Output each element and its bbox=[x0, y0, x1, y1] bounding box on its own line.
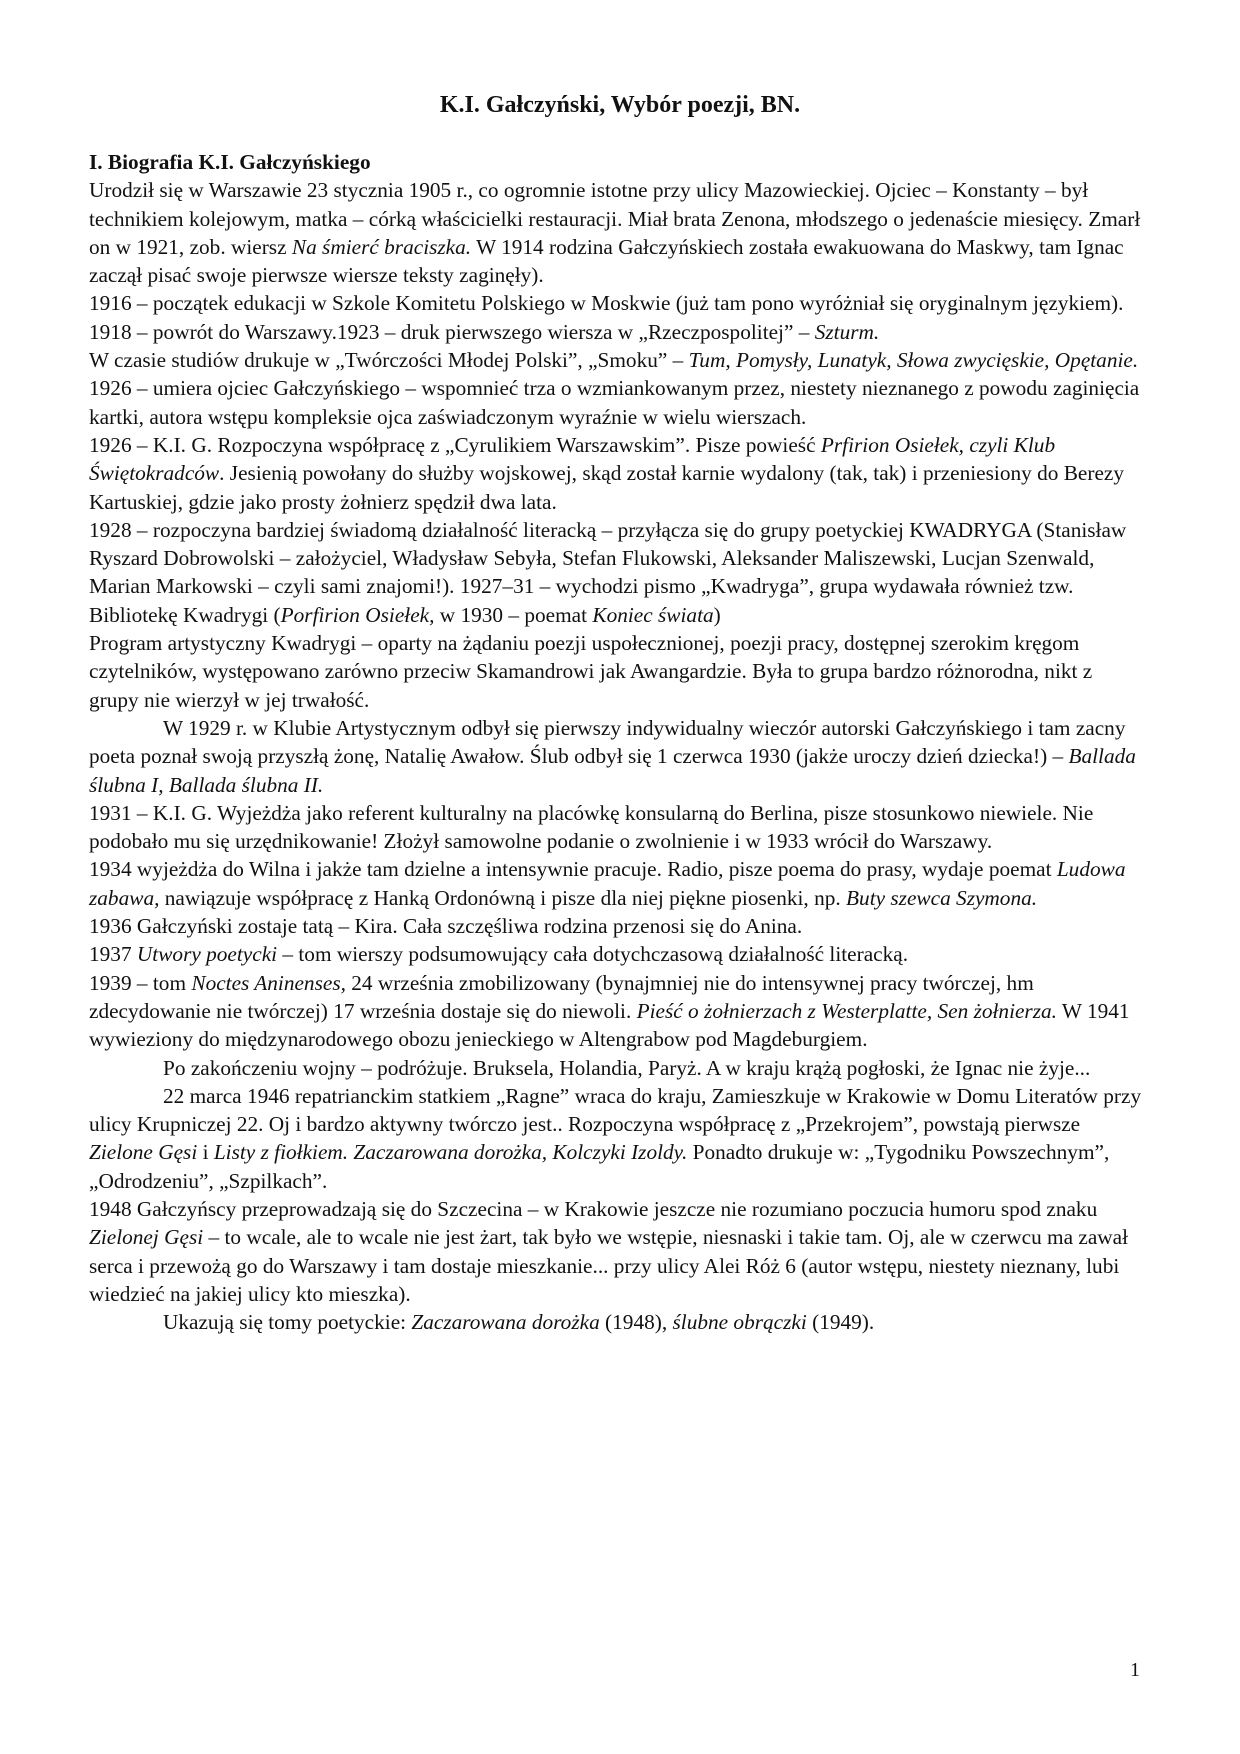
body-text: W czasie studiów drukuje w „Twórczości Młodej Polski”, „Smoku” – bbox=[89, 348, 689, 373]
italic-title-text: Ballada ślubna I, Ballada ślubna II. bbox=[89, 744, 1136, 797]
italic-title-text: Ludowa zabawa, bbox=[89, 857, 1126, 910]
italic-title-text: Prfirion Osiełek, czyli Klub Świętokradców bbox=[89, 432, 1056, 486]
body-text: 1916 – początek edukacji w Szkole Komitetu Polskiego w Moskwie (już tam pono wyróżniał się oryginalnym językiem). bbox=[89, 291, 1124, 316]
body-text: Po zakończeniu wojny – podróżuje. Bruksela, Holandia, Paryż. A w kraju krążą pogłoski, że Ignac nie żyje... bbox=[163, 1055, 1091, 1080]
body-text: 1936 Gałczyński zostaje tatą – Kira. Cała szczęśliwa rodzina przenosi się do Anina. bbox=[89, 914, 803, 939]
body-text: 1926 – umiera ojciec Gałczyńskiego – wspomnieć trza o wzmiankowanym przez, niestety nieznanego z powodu zaginięcia kartki, autora wstępu kompleksie ojca zaświadczonym wyraźnie w wielu wierszach. bbox=[89, 376, 1140, 429]
body-text: . Jesienią powołany do służby wojskowej, skąd został karnie wydalony (tak, tak) i przeniesiony do Berezy Kartuskiej, gdzie jako prosty żołnierz spędził dwa lata. bbox=[89, 461, 1125, 514]
body-text: (1948), bbox=[599, 1310, 673, 1335]
body-text: 1937 bbox=[89, 942, 137, 967]
body-text: nawiązuje współpracę z Hanką Ordonówną i pisze dla niej piękne piosenki, np. bbox=[159, 885, 847, 910]
body-text: 1926 – K.I. G. Rozpoczyna współpracę z „Cyrulikiem Warszawskim”. Pisze powieść bbox=[89, 432, 821, 457]
body-text: W 1929 r. w Klubie Artystycznym odbył się pierwszy indywidualny wieczór autorski Gałczyńskiego i tam zacny poeta poznał swoją przyszłą żonę, Natalię Awałow. Ślub odbył się 1 czerwca 1930 (jakże uroczy dzień dziecka!) – bbox=[89, 715, 1126, 769]
body-text: 1931 – K.I. G. Wyjeżdża jako referent kulturalny na placówkę konsularną do Berlina, pisze stosunkowo niewiele. Nie podobało mu się urzędnikowanie! Złożył samowolne podanie o zwolnienie i w 1933 wrócił do Warszawy. bbox=[89, 800, 1094, 854]
italic-title-text: Porfirion Osiełek, bbox=[280, 602, 435, 627]
body-text: 1934 wyjeżdża do Wilna i jakże tam dzielne a intensywnie pracuje. Radio, pisze poema do prasy, wydaje poemat bbox=[89, 857, 1057, 882]
paragraph bbox=[89, 289, 1144, 317]
paragraph bbox=[89, 1054, 1144, 1082]
italic-title-text: Szturm. bbox=[814, 319, 880, 344]
body-text: 24 września zmobilizowany (bynajmniej nie do intensywnej pracy twórczej, hm zdecydowanie nie twórczej) 17 września dostaje się do niewoli. bbox=[89, 970, 1034, 1023]
italic-title-text: Noctes Aninenses, bbox=[191, 970, 346, 995]
body-text: – to wcale, ale to wcale nie jest żart, tak było we wstępie, niesnaski i takie tam. Oj, ale w czerwcu ma zawał serca i przewożą go do Warszawy i tam dostaje mieszkanie... przy ulicy Alei Róż 6 (autor wstępu, niestety nieznany, lubi wiedzieć na jakiej ulicy kto mieszka). bbox=[89, 1225, 1129, 1306]
italic-title-text: Koniec świata bbox=[592, 602, 714, 627]
italic-title-text: Listy z fiołkiem. Zaczarowana dorożka, Kolczyki Izoldy. bbox=[213, 1140, 688, 1165]
body-text: 1918 – powrót do Warszawy.1923 – druk pierwszego wiersza w „Rzeczpospolitej” – bbox=[89, 319, 815, 344]
paragraph bbox=[89, 940, 1144, 968]
body-text: 1928 – rozpoczyna bardziej świadomą działalność literacką – przyłącza się do grupy poetyckiej KWADRYGA (Stanisław Ryszard Dobrowolski – założyciel, Władysław Sebyła, Stefan Flukowski, Aleksander Maliszewski, Lucjan Szenwald, Marian Markowski – czyli sami znajomi!). 1927–31 – wychodzi pismo „Kwadryga”, grupa wydawała również tzw. Bibliotekę Kwadrygi ( bbox=[89, 517, 1127, 627]
paragraph bbox=[89, 1308, 1144, 1336]
paragraph bbox=[89, 629, 1144, 714]
page-number: 1 bbox=[1130, 1659, 1140, 1681]
body-text: W 1941 wywieziony do międzynarodowego obozu jenieckiego w Altengrabow pod Magdeburgiem. bbox=[89, 998, 1130, 1052]
body-text: w 1930 – poemat bbox=[434, 602, 593, 627]
paragraph bbox=[89, 346, 1144, 374]
document-body bbox=[89, 148, 1144, 1336]
italic-title-text: Zaczarowana dorożka bbox=[411, 1310, 600, 1335]
body-text: – tom wierszy podsumowujący cała dotychczasową działalność literacką. bbox=[277, 942, 909, 967]
paragraph-list bbox=[89, 176, 1144, 1336]
section-heading: I. Biografia K.I. Gałczyńskiego bbox=[89, 150, 371, 174]
italic-title-text: Tum, Pomysły, Lunatyk, Słowa zwycięskie, Opętanie. bbox=[688, 348, 1139, 373]
body-text: i bbox=[197, 1140, 214, 1165]
body-text: Ponadto drukuje w: „Tygodniku Powszechnym”, „Odrodzeniu”, „Szpilkach”. bbox=[89, 1140, 1110, 1193]
paragraph bbox=[89, 431, 1144, 516]
paragraph bbox=[89, 855, 1144, 912]
paragraph bbox=[89, 516, 1144, 629]
document-title: K.I. Gałczyński, Wybór poezji, BN. bbox=[439, 92, 801, 118]
paragraph bbox=[89, 176, 1144, 289]
body-text: Ukazują się tomy poetyckie: bbox=[163, 1310, 412, 1335]
paragraph bbox=[89, 1195, 1144, 1308]
italic-title-text: Buty szewca Szymona. bbox=[846, 885, 1038, 910]
italic-title-text: Zielone Gęsi bbox=[89, 1140, 198, 1165]
body-text: 22 marca 1946 repatrianckim statkiem „Ragne” wraca do kraju, Zamieszkuje w Krakowie w Domu Literatów przy ulicy Krupniczej 22. Oj i bardzo aktywny twórczo jest.. Rozpoczyna współpracę z „Przekrojem”, powstają pierwsze bbox=[89, 1083, 1142, 1137]
body-text: Urodził się w Warszawie 23 stycznia 1905 r., co ogromnie istotne przy ulicy Mazowieckiej. Ojciec – Konstanty – był technikiem kolejowym, matka – córką właścicielki restauracji. Miał brata Zenona, młodszego o jedenaście miesięcy. Zmarł on w 1921, zob. wiersz bbox=[89, 178, 1141, 259]
body-text: (1949). bbox=[806, 1310, 875, 1335]
body-text: W 1914 rodzina Gałczyńskiech została ewakuowana do Maskwy, tam Ignac zaczął pisać swoje pierwsze wiersze teksty zaginęły). bbox=[89, 234, 1124, 288]
body-text: Program artystyczny Kwadrygi – oparty na żądaniu poezji uspołecznionej, poezji pracy, dostępnej szerokim kręgom czytelników, występowano zarówno przeciw Skamandrowi jak Awangardzie. Była to grupa bardzo różnorodna, nikt z grupy nie wierzył w jej trwałość. bbox=[89, 631, 1093, 712]
paragraph bbox=[89, 714, 1144, 799]
italic-title-text: Utwory poetycki bbox=[136, 942, 278, 967]
body-text: 1939 – tom bbox=[89, 970, 192, 995]
body-text: 1948 Gałczyńscy przeprowadzają się do Szczecina – w Krakowie jeszcze nie rozumiano poczucia humoru spod znaku bbox=[89, 1196, 1098, 1221]
paragraph bbox=[89, 799, 1144, 856]
paragraph bbox=[89, 374, 1144, 431]
italic-title-text: Pieść o żołnierzach z Westerplatte, Sen żołnierza. bbox=[636, 998, 1057, 1023]
italic-title-text: Na śmierć braciszka. bbox=[291, 234, 472, 259]
paragraph bbox=[89, 912, 1144, 940]
paragraph bbox=[89, 969, 1144, 1054]
body-text: ) bbox=[713, 602, 721, 627]
paragraph bbox=[89, 1082, 1144, 1195]
italic-title-text: Zielonej Gęsi bbox=[89, 1225, 204, 1250]
italic-title-text: ślubne obrączki bbox=[672, 1310, 807, 1335]
paragraph bbox=[89, 318, 1144, 346]
